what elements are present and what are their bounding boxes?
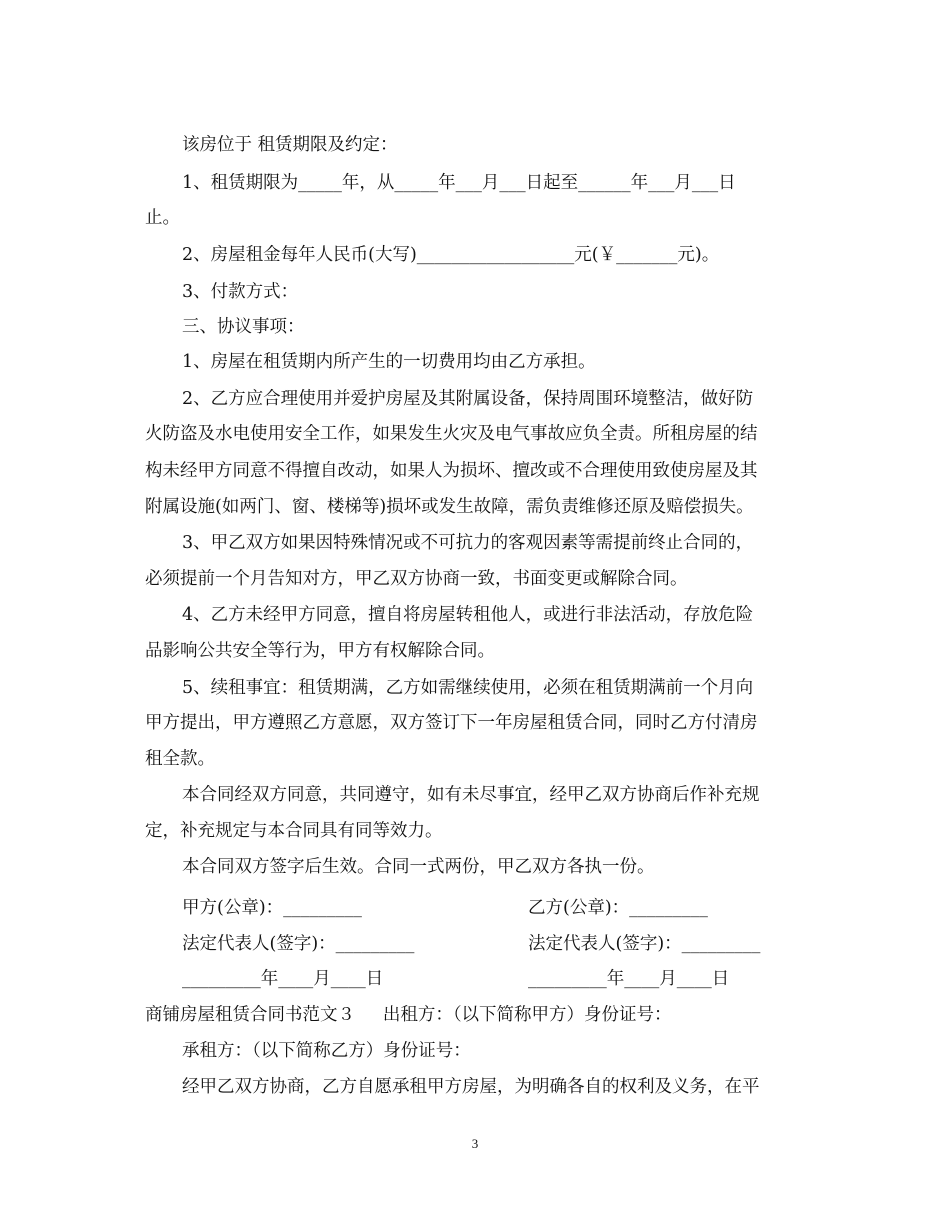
clause-line: 1、租赁期限为_____年，从_____年___月___日起至______年___月___日 xyxy=(182,173,736,193)
clause-line: 必须提前一个月告知对方，甲乙双方协商一致，书面变更或解除合同。 xyxy=(145,569,688,589)
clause-line: 品影响公共安全等行为，甲方有权解除合同。 xyxy=(145,641,495,661)
clause-line: 2、乙方应合理使用并爱护房屋及其附属设备，保持周围环境整洁，做好防 xyxy=(182,389,754,409)
clause-line: 本合同经双方同意，共同遵守，如有未尽事宜，经甲乙双方协商后作补充规 xyxy=(182,785,760,805)
clause-line: 火防盗及水电使用安全工作，如果发生火灾及电气事故应负全责。所租房屋的结 xyxy=(145,424,758,444)
party-b-date: _________年____月____日 xyxy=(528,969,730,989)
clause-line: 租全款。 xyxy=(145,749,215,769)
party-a-date: _________年____月____日 xyxy=(182,969,384,989)
clause-line: 3、付款方式： xyxy=(182,282,299,302)
clause-line: 构未经甲方同意不得擅自改动，如果人为损坏、擅改或不合理使用致使房屋及其 xyxy=(145,461,758,481)
page-number: 3 xyxy=(471,1136,479,1151)
party-b-seal: 乙方(公章)：_________ xyxy=(528,898,708,918)
clause-line: 本合同双方签字后生效。合同一式两份，甲乙双方各执一份。 xyxy=(182,857,655,877)
contract-title-line: 商铺房屋租赁合同书范文３ 出租方：（以下简称甲方）身份证号： xyxy=(145,1005,672,1025)
clause-line: 1、房屋在租赁期内所产生的一切费用均由乙方承担。 xyxy=(182,352,596,372)
section-heading: 三、协议事项： xyxy=(182,317,305,337)
clause-line: 该房位于 租赁期限及约定： xyxy=(182,135,398,155)
clause-line: 经甲乙双方协商，乙方自愿承租甲方房屋，为明确各自的权利及义务，在平 xyxy=(182,1077,760,1097)
clause-line: 承租方：（以下简称乙方）身份证号： xyxy=(182,1041,471,1061)
clause-line: 2、房屋租金每年人民币(大写)__________________元(￥_______元)。 xyxy=(182,245,720,265)
clause-line: 附属设施(如两门、窗、楼梯等)损坏或发生故障，需负责维修还原及赔偿损失。 xyxy=(145,497,754,517)
clause-line: 定，补充规定与本合同具有同等效力。 xyxy=(145,821,443,841)
clause-line: 3、甲乙双方如果因特殊情况或不可抗力的客观因素等需提前终止合同的， xyxy=(182,533,754,553)
clause-line: 止。 xyxy=(145,208,180,228)
party-a-seal: 甲方(公章)：_________ xyxy=(182,898,362,918)
clause-line: 甲方提出，甲方遵照乙方意愿，双方签订下一年房屋租赁合同，同时乙方付清房 xyxy=(145,713,758,733)
party-a-representative: 法定代表人(签字)：_________ xyxy=(182,934,415,954)
clause-line: 4、乙方未经甲方同意，擅自将房屋转租他人，或进行非法活动，存放危险 xyxy=(182,605,754,625)
clause-line: 5、续租事宜：租赁期满，乙方如需继续使用，必须在租赁期满前一个月向 xyxy=(182,678,754,698)
party-b-representative: 法定代表人(签字)：_________ xyxy=(528,934,761,954)
